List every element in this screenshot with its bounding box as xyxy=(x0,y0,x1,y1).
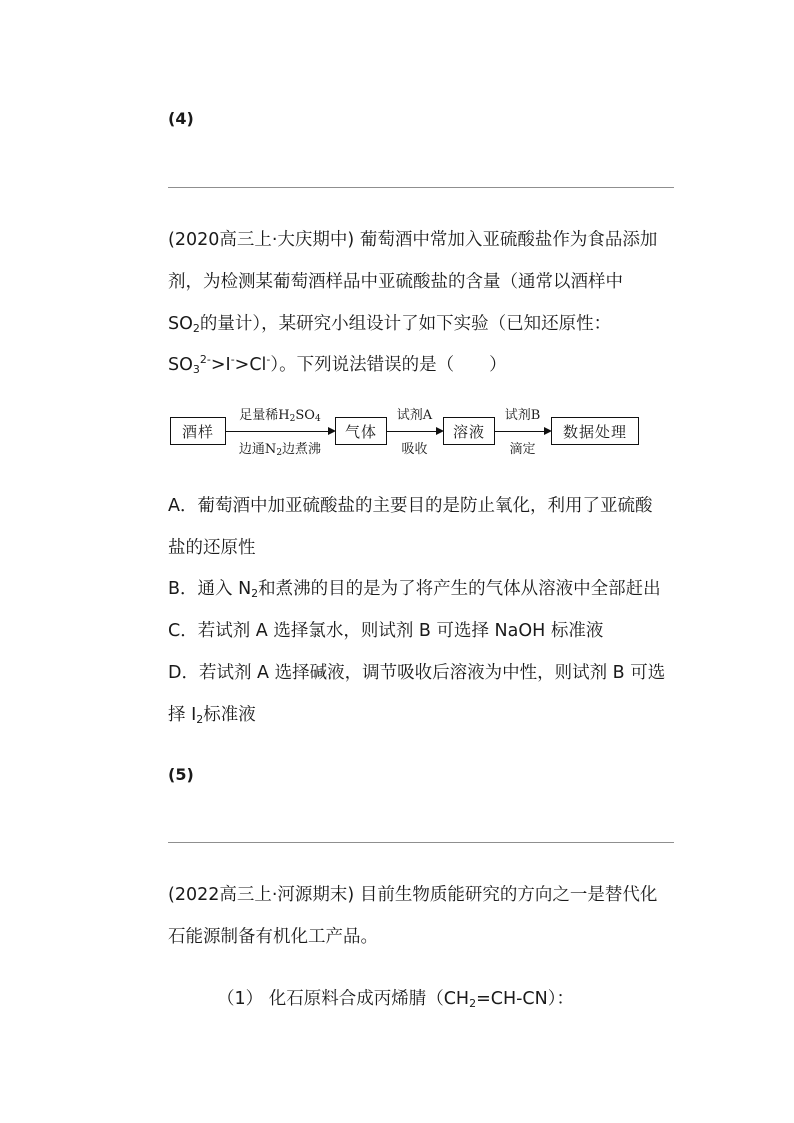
flow-arrow-3-bottom-label: 滴定 xyxy=(509,442,536,457)
option-a-line-2: 盐的还原性 xyxy=(168,538,256,558)
flow-box-solution: 溶液 xyxy=(443,417,495,445)
question-number-4: (4) xyxy=(168,109,194,128)
so3-subscript: 3 xyxy=(192,363,200,376)
question-5-subquestion-1: （1） 化石原料合成丙烯腈$(CH_2=CH-CN)$： xyxy=(217,989,574,1010)
question-4-stem-text-3: 的量计），某研究小组设计了如下实验（已知还原性： xyxy=(199,314,612,334)
flow-box-data-processing: 数据处理 xyxy=(551,417,639,445)
flow-arrow-2-bottom-label: 吸收 xyxy=(401,442,428,457)
option-b: B．通入 $N_2$和煮沸的目的是为了将产生的气体从溶液中全部赶出 xyxy=(168,579,661,600)
question-4-stem-text-4: ）。下列说法错误的是（ ） xyxy=(270,355,507,375)
question-4-stem-line-2: 剂，为检测某葡萄酒样品中亚硫酸盐的含量（通常以酒样中 xyxy=(168,272,623,292)
flow-arrow-1 xyxy=(226,431,334,432)
question-5-stem-line-2: 石能源制备有机化工产品。 xyxy=(168,927,378,947)
flow-arrow-3-top-label: 试剂B xyxy=(504,408,541,423)
option-d-line-2: 择 $I_2$标准液 xyxy=(168,705,256,726)
iodide-charge: - xyxy=(230,353,235,366)
so2-formula: SO xyxy=(168,314,193,334)
so3-formula: SO xyxy=(168,355,193,375)
option-a-line-1: A．葡萄酒中加亚硫酸盐的主要目的是防止氧化，利用了亚硫酸 xyxy=(168,496,653,516)
question-5-source: (2022高三上·河源期末) xyxy=(168,885,355,905)
question-4-stem-line-4 xyxy=(168,353,507,377)
flow-arrow-3 xyxy=(495,431,550,432)
flow-arrow-1-bottom-label: 边通$N_2$边煮沸 xyxy=(238,442,322,458)
divider-1 xyxy=(168,187,674,188)
flow-arrow-2-top-label: 试剂A xyxy=(396,408,433,423)
option-d-line-1: D．若试剂 A 选择碱液，调节吸收后溶液为中性，则试剂 B 可选 xyxy=(168,663,666,683)
question-5-stem-text-1: 目前生物质能研究的方向之一是替代化 xyxy=(359,885,658,905)
flow-arrow-2 xyxy=(387,431,442,432)
so2-subscript: 2 xyxy=(192,322,200,335)
chloride-text: >Cl xyxy=(234,355,267,375)
divider-2 xyxy=(168,842,674,843)
experiment-flow-diagram xyxy=(170,404,640,460)
chloride-charge: - xyxy=(266,353,271,366)
flow-box-gas: 气体 xyxy=(335,417,387,445)
question-number-5: (5) xyxy=(168,765,194,784)
question-4-stem-line-3 xyxy=(168,312,611,336)
question-4-stem-text-1: 葡萄酒中常加入亚硫酸盐作为食品添加 xyxy=(359,230,658,250)
option-c: C．若试剂 A 选择氯水，则试剂 B 可选择 NaOH 标准液 xyxy=(168,621,604,641)
question-4-stem-line-1 xyxy=(168,228,657,252)
so3-charge: 2- xyxy=(199,353,211,366)
flow-box-wine-sample: 酒样 xyxy=(170,417,226,445)
flow-arrow-1-top-label: 足量稀$H_2SO_4$ xyxy=(239,408,321,424)
question-5-stem-line-1 xyxy=(168,883,657,907)
question-4-source: (2020高三上·大庆期中) xyxy=(168,230,355,250)
iodide-text: >I xyxy=(210,355,231,375)
